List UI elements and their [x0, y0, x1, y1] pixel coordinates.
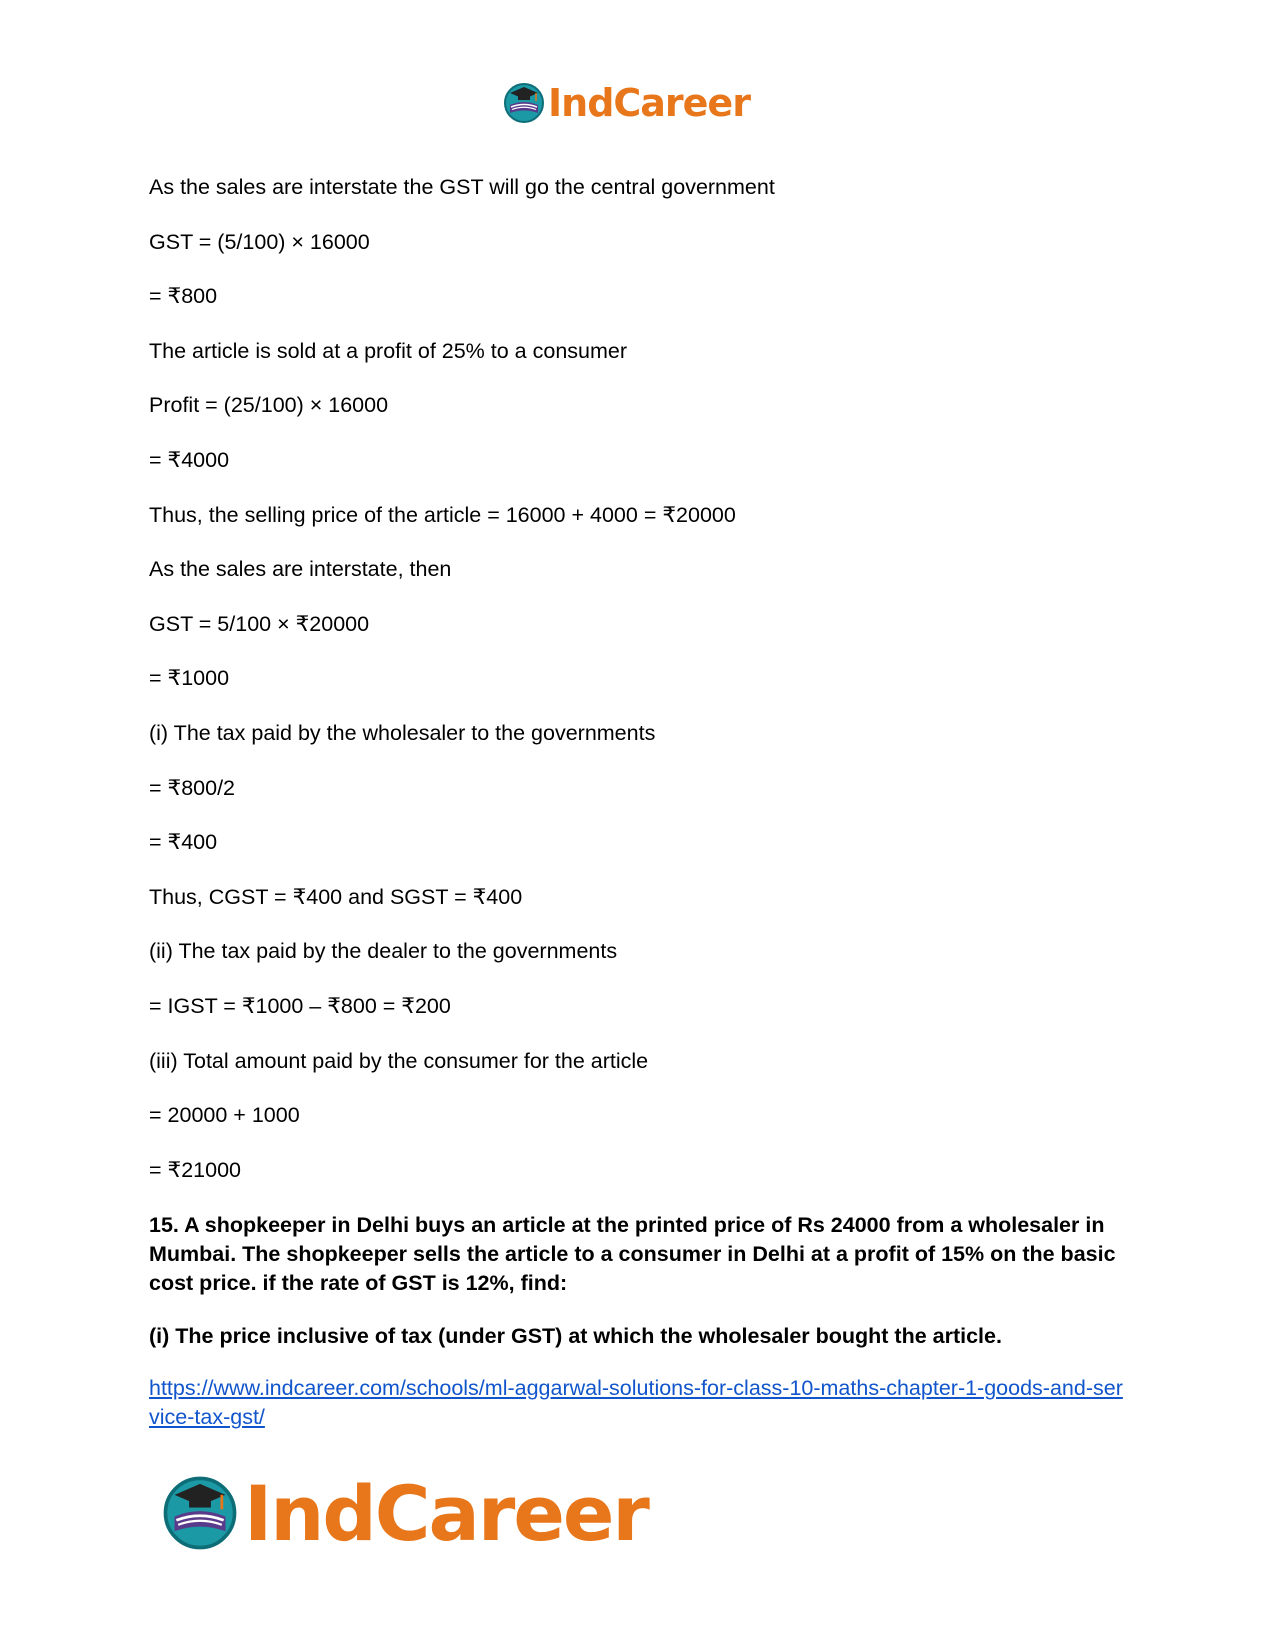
document-body — [149, 174, 1129, 1432]
header-logo — [502, 78, 750, 128]
solution-line: Thus, the selling price of the article = 16000 + 4000 = ₹20000 — [149, 502, 736, 527]
logo-mark-icon — [502, 81, 546, 125]
solution-line: As the sales are interstate the GST will go the central government — [149, 175, 775, 199]
source-link[interactable]: https://www.indcareer.com/schools/ml-aggarwal-solutions-for-class-10-maths-chapter-1-goods-and-service-tax-gst/ — [149, 1376, 1123, 1430]
solution-line: = ₹800/2 — [149, 775, 236, 800]
solution-line: GST = (5/100) × 16000 — [149, 229, 370, 254]
logo-mark-icon — [160, 1473, 240, 1553]
solution-line: Thus, CGST = ₹400 and SGST = ₹400 — [149, 884, 523, 909]
solution-line: (ii) The tax paid by the dealer to the governments — [149, 939, 618, 964]
solution-line: = ₹400 — [149, 830, 218, 855]
solution-line: = 20000 + 1000 — [149, 1103, 300, 1128]
solution-line: (i) The tax paid by the wholesaler to the governments — [149, 720, 656, 745]
logo-wordmark: IndCareer — [548, 81, 750, 125]
solution-line: = ₹4000 — [149, 447, 230, 472]
solution-line: (iii) Total amount paid by the consumer for the article — [149, 1048, 649, 1073]
solution-line: GST = 5/100 × ₹20000 — [149, 611, 370, 636]
solution-line: = IGST = ₹1000 – ₹800 = ₹200 — [149, 993, 451, 1018]
solution-line: = ₹21000 — [149, 1157, 241, 1182]
solution-line: As the sales are interstate, then — [149, 557, 452, 582]
solution-line: = ₹1000 — [149, 666, 230, 691]
solution-line: = ₹800 — [149, 284, 218, 309]
solution-line: The article is sold at a profit of 25% to a consumer — [149, 338, 628, 363]
question-15: 15. A shopkeeper in Delhi buys an article at the printed price of Rs 24000 from a wholesaler in Mumbai. The shopkeeper sells the article to a consumer in Delhi at a profit of 15% on the basic cost price. if the rate of GST is 12%, find: — [149, 1213, 1116, 1296]
logo-wordmark: IndCareer — [244, 1468, 648, 1558]
footer-logo — [160, 1468, 648, 1558]
sub-question-i: (i) The price inclusive of tax (under GST) at which the wholesaler bought the article. — [149, 1324, 1002, 1349]
solution-line: Profit = (25/100) × 16000 — [149, 393, 389, 418]
